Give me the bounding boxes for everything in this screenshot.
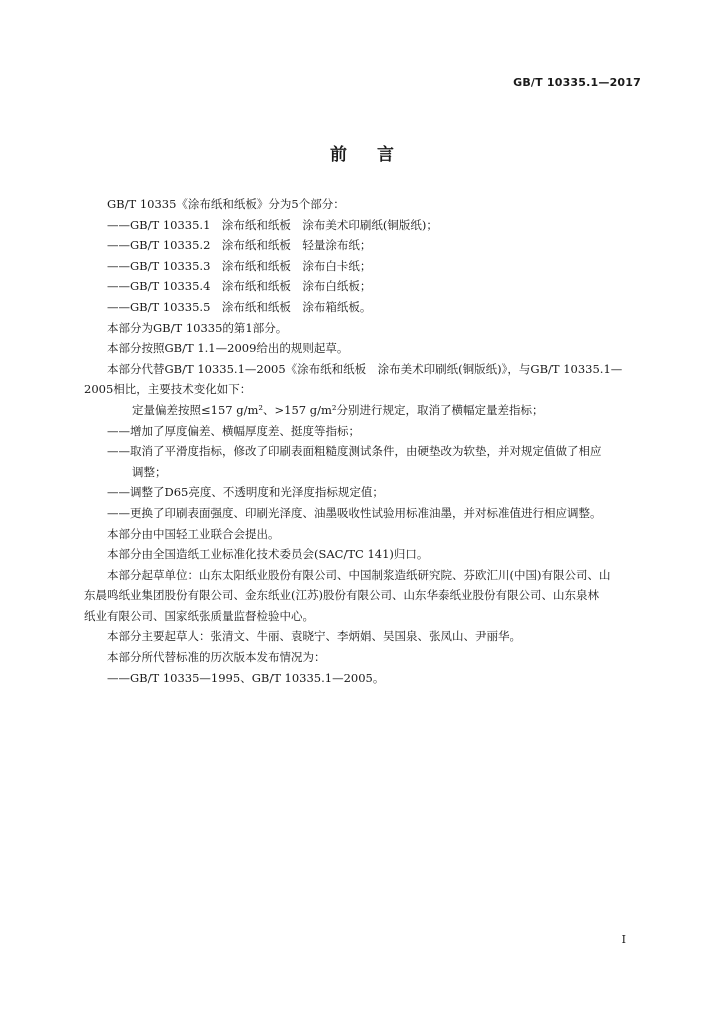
history-item: ——GB/T 10335—1995、GB/T 10335.1—2005。 (107, 670, 385, 685)
change-item-continuation: 调整； (132, 464, 167, 479)
paragraph-replaces-line1: 本部分代替GB/T 10335.1—2005《涂布纸和纸板 涂布美术印刷纸(铜版纸)》，与GB/T 10335.1— (107, 361, 623, 376)
change-item: 定量偏差按照≤157 g/m²、>157 g/m²分别进行规定，取消了横幅定量差指标； (132, 402, 544, 417)
paragraph-drafting-units-line1: 本部分起草单位：山东太阳纸业股份有限公司、中国制浆造纸研究院、芬欧汇川(中国)有限公司、山 (107, 567, 611, 582)
paragraph-drafting-rules: 本部分按照GB/T 1.1—2009给出的规则起草。 (107, 341, 349, 356)
part-list-item: ——GB/T 10335.3 涂布纸和纸板 涂布白卡纸； (107, 258, 372, 273)
page-number: I (621, 933, 626, 946)
change-item: ——更换了印刷表面强度、印刷光泽度、油墨吸收性试验用标准油墨，并对标准值进行相应调整。 (107, 505, 602, 520)
part-list-item: ——GB/T 10335.2 涂布纸和纸板 轻量涂布纸； (107, 238, 372, 253)
paragraph-drafting-units-line2: 东晨鸣纸业集团股份有限公司、金东纸业(江苏)股份有限公司、山东华泰纸业股份有限公司、山东泉林 (84, 588, 599, 603)
part-list-item: ——GB/T 10335.5 涂布纸和纸板 涂布箱纸板。 (107, 299, 372, 314)
paragraph-drafting-units-line3: 纸业有限公司、国家纸张质量监督检验中心。 (84, 608, 314, 623)
part-list-item: ——GB/T 10335.4 涂布纸和纸板 涂布白纸板； (107, 279, 372, 294)
change-item: ——调整了D65亮度、不透明度和光泽度指标规定值； (107, 485, 384, 500)
change-item: ——取消了平滑度指标，修改了印刷表面粗糙度测试条件，由硬垫改为软垫，并对规定值做了相应 (107, 444, 602, 459)
paragraph-intro: GB/T 10335《涂布纸和纸板》分为5个部分： (107, 197, 345, 211)
paragraph-part-number: 本部分为GB/T 10335的第1部分。 (107, 320, 288, 335)
change-item: ——增加了厚度偏差、横幅厚度差、挺度等指标； (107, 423, 360, 438)
paragraph-managed-by: 本部分由全国造纸工业标准化技术委员会(SAC/TC 141)归口。 (107, 547, 429, 562)
paragraph-history-intro: 本部分所代替标准的历次版本发布情况为： (107, 650, 326, 665)
part-list-item: ——GB/T 10335.1 涂布纸和纸板 涂布美术印刷纸(铜版纸)； (107, 217, 438, 232)
foreword-body (84, 194, 646, 688)
page-title: 前言 (330, 145, 424, 165)
paragraph-proposed-by: 本部分由中国轻工业联合会提出。 (107, 526, 280, 541)
standard-code: GB/T 10335.1—2017 (513, 76, 641, 89)
paragraph-drafters: 本部分主要起草人：张清文、牛丽、袁晓宁、李炳娟、吴国泉、张凤山、尹丽华。 (107, 629, 521, 644)
paragraph-replaces-line2: 2005相比，主要技术变化如下： (84, 382, 252, 397)
